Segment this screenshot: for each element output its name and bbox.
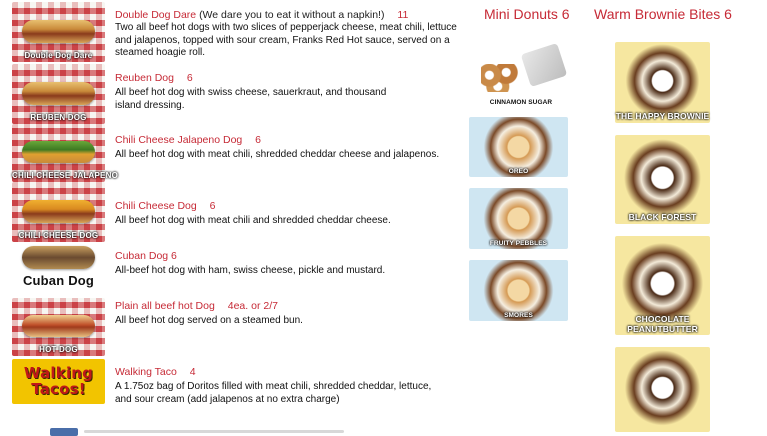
item-price: 11: [397, 9, 409, 21]
image-caption: Cuban Dog: [22, 273, 95, 288]
mini-donut-oreo: [469, 117, 568, 177]
item-title: [115, 200, 460, 213]
item-title: [115, 134, 440, 147]
image-caption: CHILI CHEESE JALAPENO: [12, 171, 118, 180]
menu-item-walking-taco: [115, 366, 440, 406]
item-name: Reuben Dog: [115, 72, 174, 84]
item-name: Chili Cheese Dog: [115, 200, 197, 212]
brownie-chocolate-peanutbutter: [615, 236, 710, 335]
dessert-caption: FRUITY PEBBLES: [489, 240, 548, 247]
hot-dog-photo: [22, 246, 95, 268]
donuts-photo: [481, 64, 523, 92]
mini-donut-fruity-pebbles: [469, 188, 568, 249]
facebook-icon[interactable]: [50, 428, 78, 436]
item-description: All beef hot dog served on a steamed bun.: [115, 315, 303, 326]
donut-bag-photo: [521, 43, 568, 87]
chili-cheese-dog-image: [12, 182, 105, 242]
item-price: 6: [209, 200, 216, 212]
chili-cheese-jalapeno-image: [12, 124, 118, 182]
item-title: [115, 366, 440, 379]
bottom-share-bar: [50, 425, 350, 432]
mini-donut-smores: [469, 260, 568, 321]
item-title: [115, 300, 460, 313]
menu-item-plain-hot-dog: [115, 300, 460, 328]
brownie-happy-brownie: [615, 42, 710, 123]
hot-dog-photo: [22, 315, 95, 337]
image-caption: Walking Tacos!: [23, 364, 94, 398]
item-name: Cuban Dog 6: [115, 250, 177, 262]
hot-dog-photo: [22, 200, 95, 223]
plain-hot-dog-image: [12, 298, 105, 356]
menu-item-chili-cheese-jalapeno-dog: [115, 134, 440, 162]
brownie-fourth: [615, 347, 710, 432]
item-description: All beef hot dog with swiss cheese, sauerkraut, and thousand island dressing.: [115, 87, 387, 111]
share-text-placeholder: [84, 430, 344, 433]
item-description: All beef hot dog with meat chili and shredded cheddar cheese.: [115, 215, 391, 226]
menu-item-chili-cheese-dog: [115, 200, 460, 228]
item-note: (We dare you to eat it without a napkin!): [199, 9, 385, 21]
dessert-caption: THE HAPPY BROWNIE: [615, 111, 710, 121]
cuban-dog-image: [12, 242, 105, 298]
hot-dog-photo: [22, 141, 95, 163]
item-price: 6: [255, 134, 262, 146]
item-description: A 1.75oz bag of Doritos filled with meat chili, shredded cheddar, lettuce, and sour cream (add jalapenos at no extra charge): [115, 381, 432, 405]
dessert-caption: BLACK FOREST: [628, 212, 697, 222]
image-caption: HOT DOG: [39, 345, 78, 354]
item-name: Chili Cheese Jalapeno Dog: [115, 134, 243, 146]
item-title: [115, 9, 460, 22]
dessert-caption: SMORES: [504, 312, 533, 319]
item-description: Two all beef hot dogs with two slices of pepperjack cheese, meat chili, lettuce and jalapenos, topped with sour cream, Franks Red Hot sauce, served on a steamed hoagie roll.: [115, 22, 457, 58]
reuben-dog-image: [12, 64, 105, 124]
brownie-bites-title: Warm Brownie Bites 6: [594, 6, 732, 22]
dessert-caption: OREO: [508, 168, 529, 175]
dessert-caption: CINNAMON SUGAR: [489, 99, 553, 106]
item-price: 4: [189, 366, 196, 378]
item-description: All beef hot dog with meat chili, shredded cheddar cheese and jalapenos.: [115, 149, 440, 160]
menu-item-double-dog-dare: [115, 9, 460, 60]
item-name: Plain all beef hot Dog: [115, 300, 215, 312]
mini-donuts-title: Mini Donuts 6: [484, 6, 570, 22]
item-description: All-beef hot dog with ham, swiss cheese, pickle and mustard.: [115, 265, 386, 276]
item-price: 4ea. or 2/7: [227, 300, 278, 312]
hot-dog-photo: [22, 82, 95, 105]
walking-taco-image: [12, 359, 105, 404]
hot-dog-photo: [22, 20, 95, 43]
menu-item-cuban-dog: [115, 250, 460, 278]
image-caption: Double Dog Dare: [24, 51, 93, 60]
item-price: 6: [186, 72, 193, 84]
double-dog-dare-image: [12, 2, 105, 62]
item-name: Double Dog Dare: [115, 9, 197, 21]
dessert-caption: CHOCOLATE PEANUTBUTTER: [627, 314, 698, 334]
mini-donut-cinnamon-sugar: [473, 44, 569, 108]
item-title: [115, 72, 390, 85]
brownie-black-forest: [615, 135, 710, 224]
image-caption: REUBEN DOG: [30, 113, 87, 122]
menu-item-reuben-dog: [115, 72, 390, 112]
item-title: [115, 250, 460, 263]
image-caption: CHILI CHEESE DOG: [18, 231, 99, 240]
item-name: Walking Taco: [115, 366, 177, 378]
